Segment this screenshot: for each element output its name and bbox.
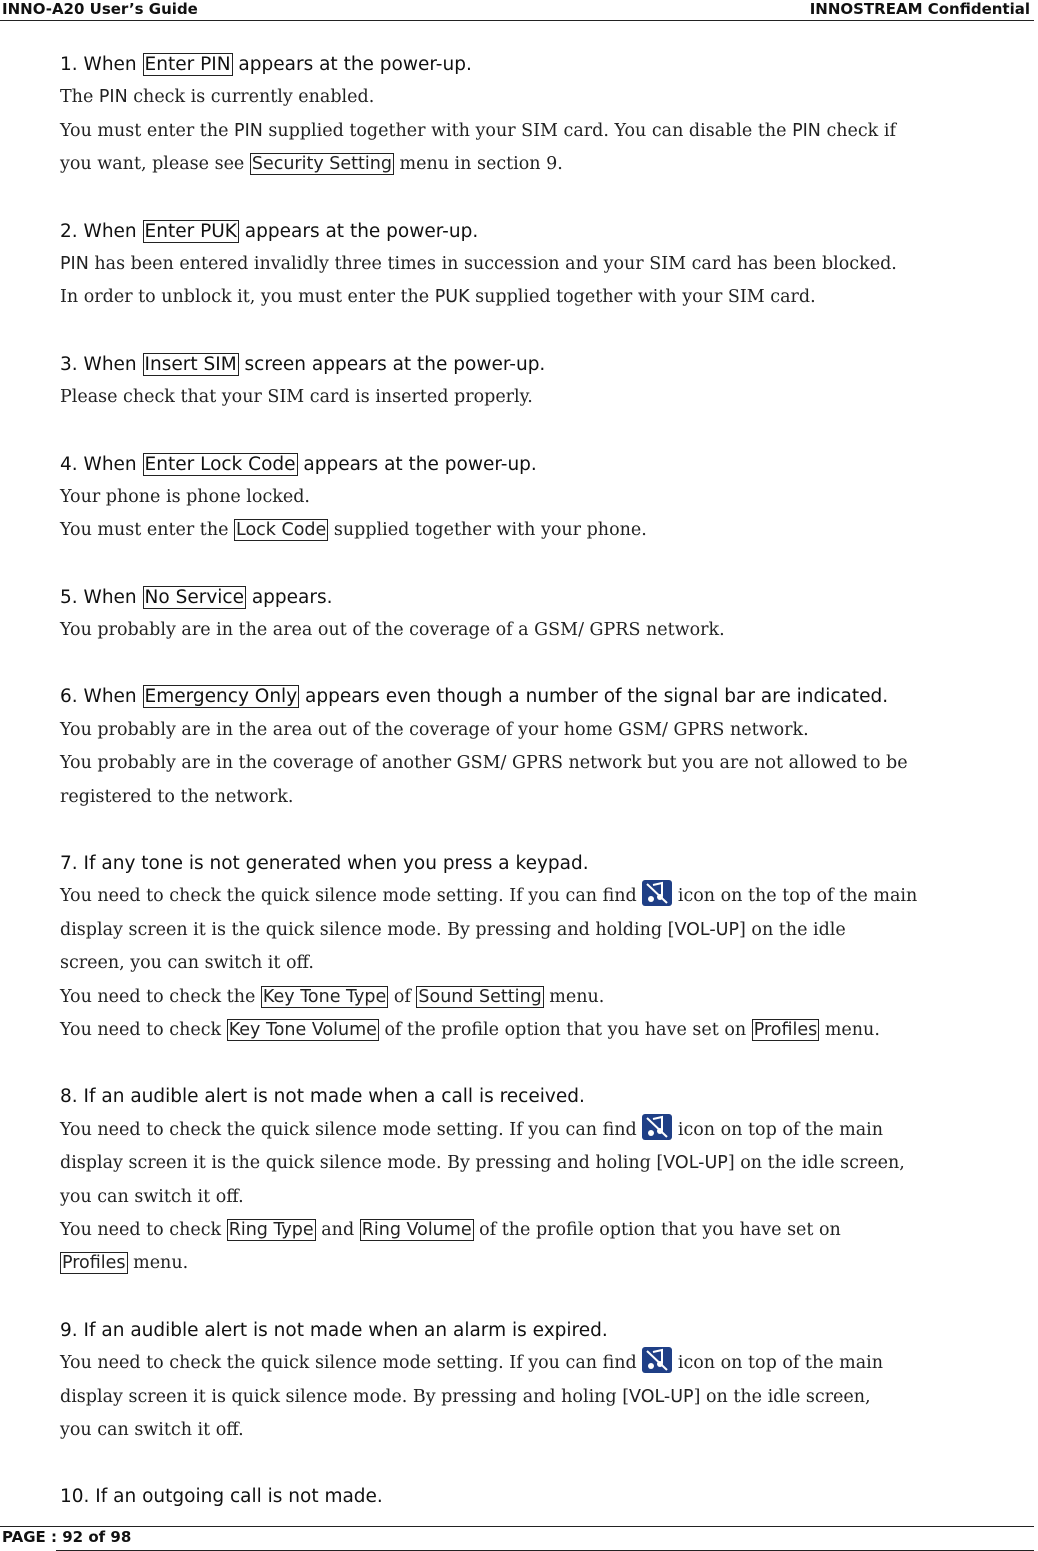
item-enter-lock-code bbox=[60, 448, 1035, 548]
page-header bbox=[0, 0, 1034, 21]
item-text: You probably are in the area out of the coverage of a GSM/ GPRS network. bbox=[60, 620, 725, 641]
item-no-outgoing-call bbox=[60, 1480, 1035, 1513]
item-enter-pin bbox=[60, 48, 1035, 182]
item-heading: 10. If an outgoing call is not made. bbox=[60, 1486, 383, 1508]
item-text: you want, please see Security Setting menu in section 9. bbox=[60, 154, 563, 175]
quick-silence-icon bbox=[642, 880, 672, 906]
item-heading: 9. If an audible alert is not made when an alarm is expired. bbox=[60, 1319, 608, 1341]
item-heading: 6. When Emergency Only appears even though a number of the signal bar are indicated. bbox=[60, 686, 889, 708]
screen-label: Insert SIM bbox=[144, 353, 237, 375]
item-text: Your phone is phone locked. bbox=[60, 486, 310, 507]
item-text: You need to check the quick silence mode setting. If you can find icon on top of the main bbox=[60, 1347, 1035, 1380]
screen-label: Enter PUK bbox=[144, 220, 237, 242]
item-heading: 4. When Enter Lock Code appears at the power-up. bbox=[60, 453, 537, 475]
item-no-service bbox=[60, 581, 1035, 648]
menu-label: Profiles bbox=[753, 1019, 818, 1040]
item-text: You probably are in the area out of the coverage of your home GSM/ GPRS network. bbox=[60, 719, 809, 740]
screen-label: Enter PIN bbox=[144, 54, 231, 75]
item-no-call-alert bbox=[60, 1080, 1035, 1280]
item-text: You probably are in the coverage of another GSM/ GPRS network but you are not allowed to be bbox=[60, 753, 908, 774]
item-text: Profiles menu. bbox=[62, 1253, 189, 1274]
screen-label: Enter Lock Code bbox=[144, 453, 296, 475]
item-text: You need to check the quick silence mode setting. If you can find icon on top of the main bbox=[60, 1114, 1035, 1147]
item-text: You need to check the Key Tone Type of Sound Setting menu. bbox=[60, 986, 605, 1007]
item-heading: 5. When No Service appears. bbox=[60, 586, 333, 608]
item-text: display screen it is quick silence mode. By pressing and holing [VOL-UP] on the idle screen, bbox=[60, 1386, 871, 1407]
quick-silence-icon bbox=[642, 1347, 672, 1373]
menu-label: Ring Type bbox=[228, 1219, 314, 1240]
menu-label: Security Setting bbox=[251, 154, 392, 175]
quick-silence-icon bbox=[642, 1114, 672, 1140]
item-heading: 2. When Enter PUK appears at the power-up. bbox=[60, 220, 479, 242]
item-heading: 1. When Enter PIN appears at the power-up. bbox=[60, 54, 472, 75]
header-confidential: INNOSTREAM Confidential bbox=[809, 0, 1030, 18]
item-text: screen, you can switch it off. bbox=[60, 953, 314, 974]
item-heading: 7. If any tone is not generated when you press a keypad. bbox=[60, 853, 589, 875]
item-text: You need to check the quick silence mode setting. If you can find icon on the top of the main bbox=[60, 880, 1035, 913]
item-insert-sim bbox=[60, 348, 1035, 415]
item-text: Please check that your SIM card is inserted properly. bbox=[60, 387, 533, 408]
header-doc-title: INNO-A20 User’s Guide bbox=[2, 0, 198, 18]
menu-label: Profiles bbox=[62, 1253, 126, 1274]
item-no-alarm-alert bbox=[60, 1314, 1035, 1448]
screen-label: No Service bbox=[144, 586, 244, 608]
item-text: You must enter the PIN supplied together with your SIM card. You can disable the PIN check if bbox=[60, 120, 896, 141]
item-text: You must enter the Lock Code supplied together with your phone. bbox=[60, 520, 647, 541]
item-enter-puk bbox=[60, 215, 1035, 315]
menu-label: Ring Volume bbox=[361, 1219, 472, 1240]
item-no-key-tone bbox=[60, 847, 1035, 1047]
item-text: registered to the network. bbox=[60, 786, 294, 807]
menu-label: Key Tone Type bbox=[262, 986, 387, 1007]
item-text: PIN has been entered invalidly three times in succession and your SIM card has been blocked. bbox=[60, 253, 897, 274]
menu-label: Key Tone Volume bbox=[228, 1019, 377, 1040]
page-footer bbox=[0, 1526, 1034, 1546]
item-text: You need to check Key Tone Volume of the profile option that you have set on Profiles menu. bbox=[60, 1019, 880, 1040]
item-text: you can switch it off. bbox=[60, 1186, 244, 1207]
item-text: display screen it is the quick silence mode. By pressing and holing [VOL-UP] on the idle screen, bbox=[60, 1153, 905, 1174]
item-heading: 3. When Insert SIM screen appears at the power-up. bbox=[60, 353, 546, 375]
screen-label: Lock Code bbox=[236, 520, 327, 541]
item-text: The PIN check is currently enabled. bbox=[60, 87, 375, 108]
item-emergency-only bbox=[60, 680, 1035, 814]
troubleshooting-content bbox=[60, 48, 1035, 1547]
item-text: display screen it is the quick silence mode. By pressing and holding [VOL-UP] on the idle bbox=[60, 919, 846, 940]
item-text: you can switch it off. bbox=[60, 1419, 244, 1440]
item-text: In order to unblock it, you must enter the PUK supplied together with your SIM card. bbox=[60, 287, 816, 308]
screen-label: Emergency Only bbox=[144, 686, 298, 708]
item-text: You need to check Ring Type and Ring Volume of the profile option that you have set on bbox=[60, 1219, 841, 1240]
menu-label: Sound Setting bbox=[418, 986, 542, 1007]
item-heading: 8. If an audible alert is not made when a call is received. bbox=[60, 1086, 585, 1108]
page-number: PAGE : 92 of 98 bbox=[2, 1528, 132, 1546]
